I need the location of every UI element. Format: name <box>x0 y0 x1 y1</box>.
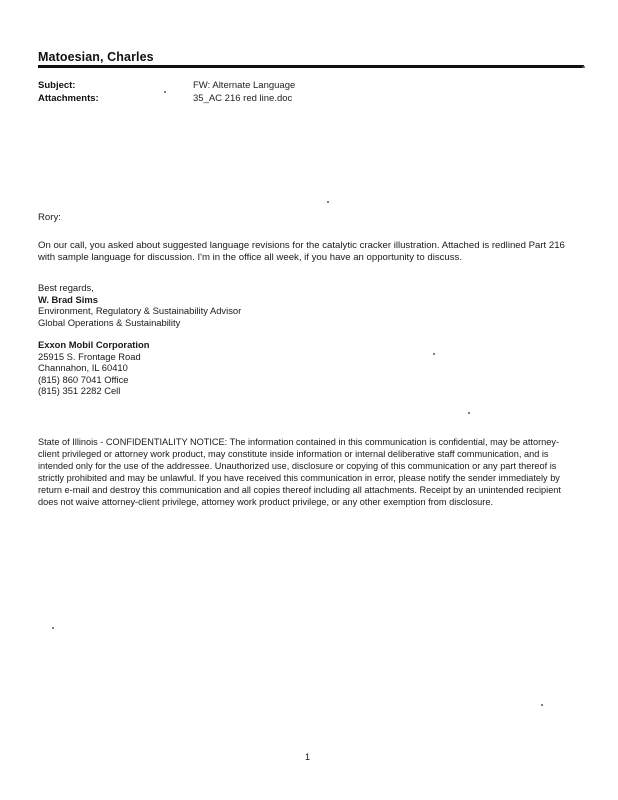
header-rule <box>38 65 584 68</box>
signer-department: Global Operations & Sustainability <box>38 316 181 328</box>
attachments-label: Attachments: <box>38 93 99 104</box>
signer-title: Environment, Regulatory & Sustainability Advisor <box>38 305 242 317</box>
confidentiality-notice: State of Illinois - CONFIDENTIALITY NOTICE: The information contained in this communication is confidential, may be attorney-client privileged or attorney work product, may constitute inside information or internal deliberative staff communication, and is intended only for the use of the addressee. Unauthorized use, disclosure or copying of this communication or any part thereof is strictly prohibited and may be unlawful. If you have received this communication in error, please notify the sender immediately by return e-mail and destroy this communication and all copies thereof including all attachments. Receipt by an unintended recipient does not waive attorney-client privilege, attorney work product privilege, or any other exemption from disclosure. <box>38 437 561 507</box>
attachments-value[interactable]: 35_AC 216 red line.doc <box>193 93 293 104</box>
signer-name: W. Brad Sims <box>38 293 98 305</box>
sender-name: Matoesian, Charles <box>38 50 154 64</box>
scan-speck <box>582 66 585 68</box>
closing: Best regards, <box>38 282 94 293</box>
phone-office: (815) 860 7041 Office <box>38 373 129 385</box>
scan-speck <box>52 627 54 629</box>
company-name: Exxon Mobil Corporation <box>38 339 150 350</box>
page-number: 1 <box>305 752 311 762</box>
scan-speck <box>327 201 329 203</box>
subject-value: FW: Alternate Language <box>193 80 296 91</box>
greeting: Rory: <box>38 212 61 223</box>
company-block <box>38 339 149 397</box>
scan-speck <box>433 353 435 355</box>
scan-speck <box>468 412 470 414</box>
signature-block <box>38 282 241 328</box>
phone-cell: (815) 351 2282 Cell <box>38 385 121 397</box>
address-line-2: Channahon, IL 60410 <box>38 362 128 374</box>
subject-label: Subject: <box>38 80 76 91</box>
body-paragraph: On our call, you asked about suggested language revisions for the catalytic cracker illustration. Attached is redlined Part 216 with sample language for discussion. I'm in the office all week, if you have an opportunity to discuss. <box>38 240 565 263</box>
scan-speck <box>164 91 166 93</box>
address-line-1: 25915 S. Frontage Road <box>38 350 141 362</box>
scan-speck <box>541 704 543 706</box>
